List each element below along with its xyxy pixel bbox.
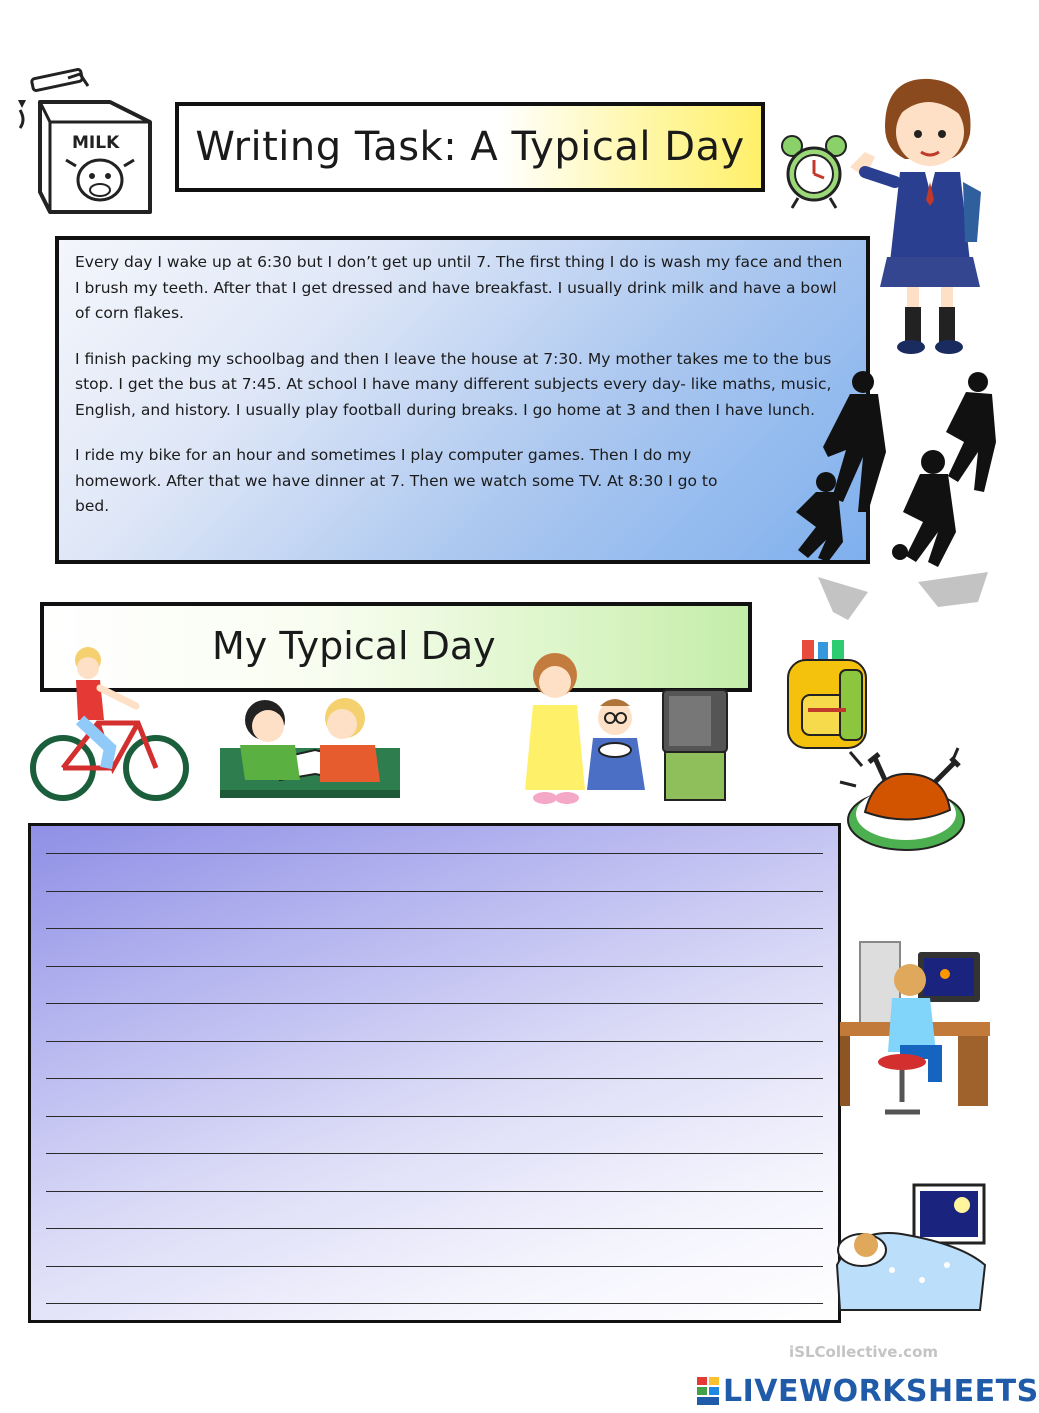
homework-kids-icon: [220, 690, 400, 800]
milk-carton-icon: [10, 72, 160, 222]
writing-line[interactable]: [46, 1228, 823, 1229]
writing-area[interactable]: [28, 823, 841, 1323]
my-day-heading: My Typical Day: [212, 624, 496, 668]
writing-line[interactable]: [46, 891, 823, 892]
writing-line[interactable]: [46, 853, 823, 854]
page-title: Writing Task: A Typical Day: [195, 124, 745, 170]
computer-boy-icon: [840, 942, 990, 1127]
kids-tv-icon: [515, 650, 743, 808]
writing-line[interactable]: [46, 1153, 823, 1154]
passage-paragraph-3: I ride my bike for an hour and sometimes I play computer games. Then I do my homework. After that we have dinner at 7. Then we watch some TV. At 8:30 I go to bed.: [75, 446, 718, 515]
writing-line[interactable]: [46, 1078, 823, 1079]
writing-line[interactable]: [46, 1003, 823, 1004]
sleeping-child-icon: [832, 1185, 990, 1315]
writing-line[interactable]: [46, 1303, 823, 1304]
milk-label: MILK: [72, 133, 120, 153]
brand-name: LIVEWORKSHEETS: [723, 1373, 1039, 1409]
writing-line[interactable]: [46, 928, 823, 929]
passage-paragraph-2: I finish packing my schoolbag and then I leave the house at 7:30. My mother takes me to the bus stop. I get the bus at 7:45. At school I have many different subjects every day- like maths, music, English, and history. I usually play football during breaks. I go home at 3 and then I have lunch.: [75, 349, 832, 419]
passage-paragraph-1: Every day I wake up at 6:30 but I don’t get up until 7. The first thing I do is wash my face and then I brush my teeth. After that I get dressed and have breakfast. I usually drink milk and have a bowl of corn flakes.: [75, 253, 843, 322]
alarm-clock-icon: [778, 132, 850, 212]
brand-logo[interactable]: [697, 1375, 1039, 1407]
reading-passage: [55, 236, 870, 564]
writing-line[interactable]: [46, 1116, 823, 1117]
writing-line[interactable]: [46, 966, 823, 967]
writing-line[interactable]: [46, 1041, 823, 1042]
writing-line[interactable]: [46, 1266, 823, 1267]
football-players-icon: [788, 362, 1000, 622]
roast-chicken-icon: [840, 742, 975, 860]
cyclist-icon: [28, 648, 190, 806]
writing-line[interactable]: [46, 1191, 823, 1192]
brand-mark-icon: [697, 1377, 719, 1405]
credit-text: iSLCollective.com: [789, 1343, 938, 1361]
title-box: [175, 102, 765, 192]
backpack-icon: [778, 640, 876, 750]
